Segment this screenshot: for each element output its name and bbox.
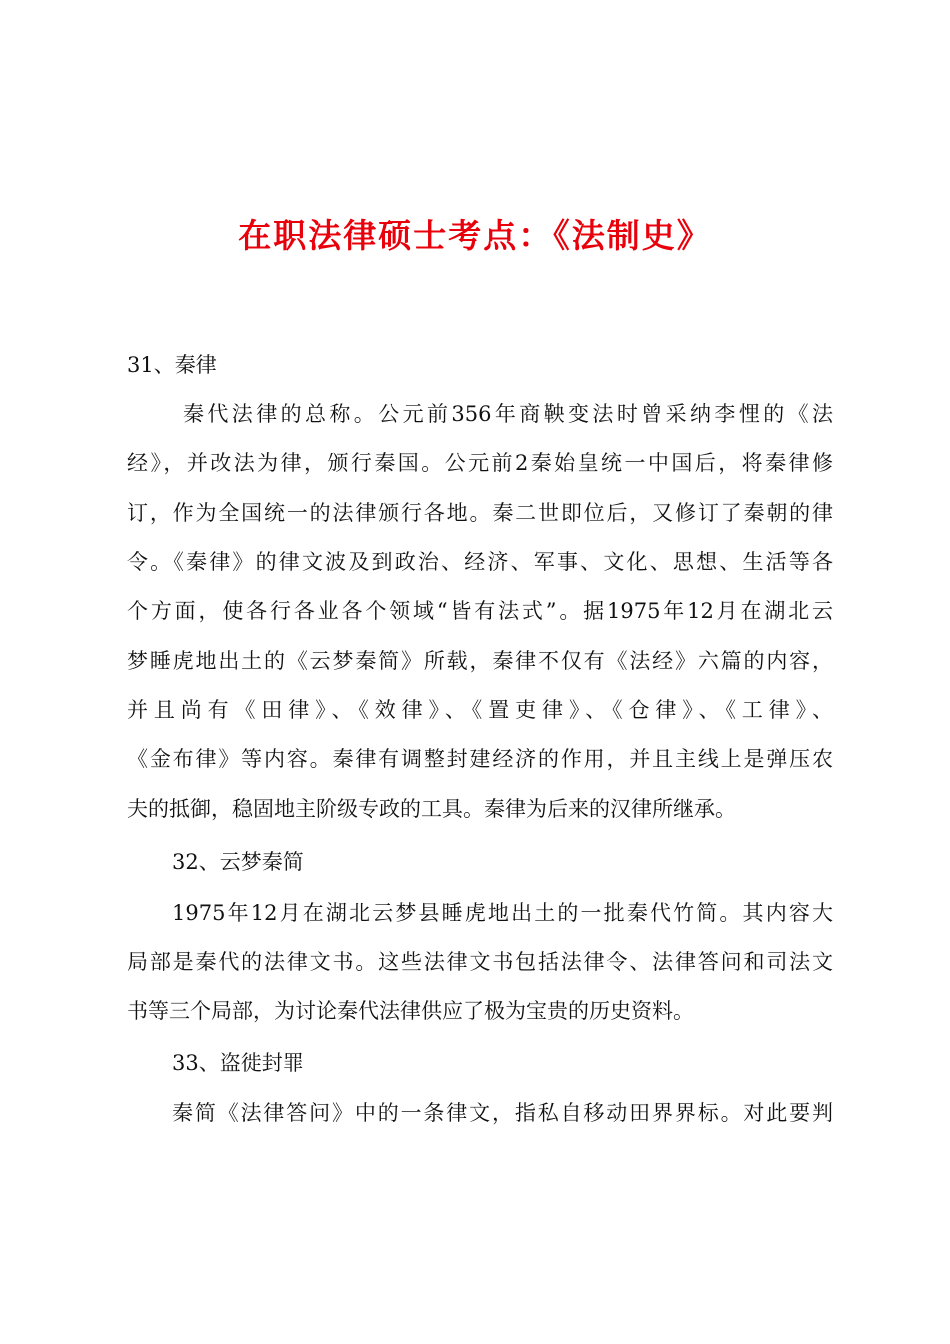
section-heading: 31、秦律 (127, 353, 217, 377)
paragraph-line: 并且尚有《田律》、《效律》、《置吏律》、《仓律》、《工律》、 (127, 698, 833, 722)
paragraph-line: 梦睡虎地出土的《云梦秦简》所载，秦律不仅有《法经》六篇的内容， (127, 649, 833, 673)
paragraph-line: 秦简《法律答问》中的一条律文，指私自移动田界界标。对此要判 (172, 1101, 833, 1125)
paragraph-line: 秦代法律的总称。公元前356年商鞅变法时曾采纳李悝的《法 (183, 402, 833, 426)
paragraph-line: 书等三个局部，为讨论秦代法律供应了极为宝贵的历史资料。 (127, 999, 694, 1023)
paragraph-line: 《金布律》等内容。秦律有调整封建经济的作用，并且主线上是弹压农 (127, 747, 833, 771)
paragraph-line: 局部是秦代的法律文书。这些法律文书包括法律令、法律答问和司法文 (127, 950, 833, 974)
paragraph-line: 1975年12月在湖北云梦县睡虎地出土的一批秦代竹简。其内容大 (172, 901, 833, 925)
paragraph-line: 夫的抵御，稳固地主阶级专政的工具。秦律为后来的汉律所继承。 (127, 797, 736, 821)
paragraph-line: 令。《秦律》的律文波及到政治、经济、军事、文化、思想、生活等各 (127, 550, 833, 574)
paragraph-line: 经》，并改法为律，颁行秦国。公元前2秦始皇统一中国后，将秦律修 (127, 451, 833, 475)
section-heading: 32、云梦秦简 (172, 850, 304, 874)
document-title: 在职法律硕士考点：《法制史》 (238, 216, 712, 255)
paragraph-line: 个方面，使各行各业各个领域“皆有法式”。据1975年12月在湖北云 (127, 599, 833, 623)
paragraph-line: 订，作为全国统一的法律颁行各地。秦二世即位后，又修订了秦朝的律 (127, 501, 833, 525)
section-heading: 33、盗徙封罪 (172, 1051, 304, 1075)
